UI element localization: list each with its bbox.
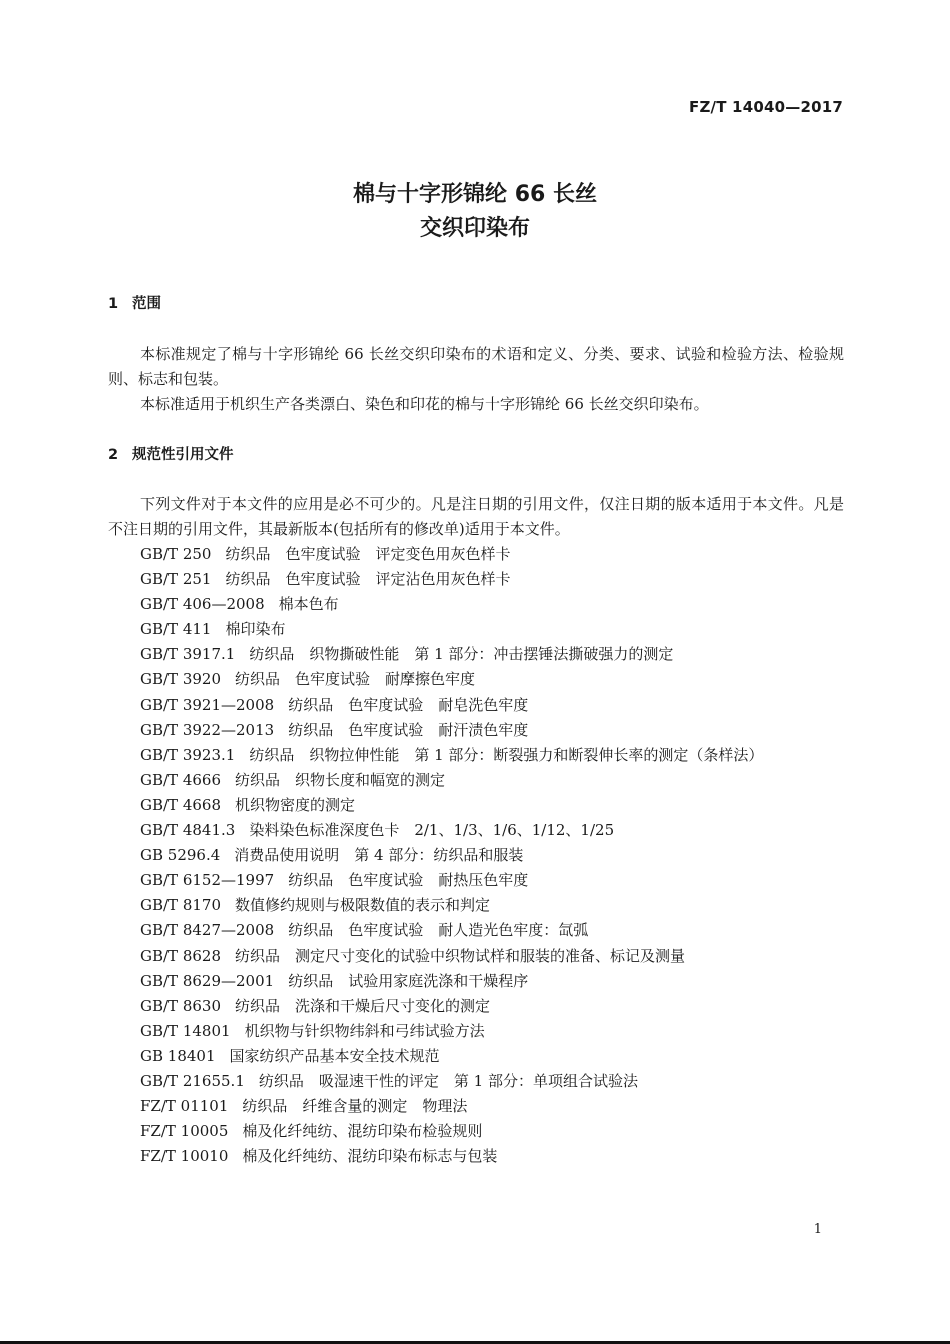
reference-code: FZ/T 01101	[140, 1097, 229, 1116]
reference-item	[140, 994, 763, 1019]
section-heading-normative-references	[108, 445, 234, 465]
page-number: 1	[813, 1222, 822, 1237]
reference-code: GB/T 8628	[140, 946, 222, 965]
section-title: 规范性引用文件	[132, 447, 234, 463]
reference-item	[140, 944, 763, 969]
reference-title: 棉及化纤纯纺、混纺印染布检验规则	[242, 1122, 483, 1141]
section-number: 1	[108, 296, 119, 312]
reference-item	[140, 743, 763, 768]
document-title-line-1: 棉与十字形锦纶 66 长丝	[353, 182, 597, 207]
reference-code: GB/T 4666	[140, 770, 222, 789]
reference-item	[140, 1094, 763, 1119]
reference-title: 纺织品 测定尺寸变化的试验中织物试样和服装的准备、标记及测量	[235, 946, 686, 965]
reference-code: GB/T 406—2008	[140, 595, 265, 614]
reference-item	[140, 592, 763, 617]
reference-title: 棉及化纤纯纺、混纺印染布标志与包装	[242, 1147, 498, 1166]
reference-title: 纺织品 织物撕破性能 第 1 部分：冲击摆锤法撕破强力的测定	[249, 645, 674, 664]
references-intro-paragraph: 下列文件对于本文件的应用是必不可少的。凡是注日期的引用文件，仅注日期的版本适用于本文件。凡是不注日期的引用文件，其最新版本(包括所有的修改单)适用于本文件。	[108, 495, 844, 538]
reference-code: GB/T 8629—2001	[140, 971, 275, 990]
reference-title: 纺织品 色牢度试验 耐摩擦色牢度	[235, 670, 476, 689]
reference-title: 纺织品 织物长度和幅宽的测定	[235, 770, 446, 789]
reference-code: GB/T 6152—1997	[140, 871, 275, 890]
reference-code: GB/T 4841.3	[140, 821, 236, 840]
reference-title: 棉印染布	[225, 620, 286, 639]
reference-code: GB/T 14801	[140, 1021, 231, 1040]
reference-title: 纺织品 试验用家庭洗涤和干燥程序	[288, 971, 529, 990]
reference-item	[140, 718, 763, 743]
reference-title: 国家纺织产品基本安全技术规范	[229, 1046, 440, 1065]
reference-title: 机织物与针织物纬斜和弓纬试验方法	[244, 1021, 485, 1040]
reference-code: FZ/T 10010	[140, 1147, 229, 1166]
reference-title: 染料染色标准深度色卡 2/1、1/3、1/6、1/12、1/25	[249, 821, 615, 840]
reference-item	[140, 969, 763, 994]
reference-title: 纺织品 色牢度试验 耐人造光色牢度：氙弧	[288, 921, 589, 940]
reference-item	[140, 617, 763, 642]
reference-title: 纺织品 洗涤和干燥后尺寸变化的测定	[235, 996, 491, 1015]
reference-title: 纺织品 纤维含量的测定 物理法	[242, 1097, 468, 1116]
reference-title: 纺织品 吸湿速干性的评定 第 1 部分：单项组合试验法	[258, 1071, 638, 1090]
reference-title: 机织物密度的测定	[235, 795, 356, 814]
reference-title: 纺织品 色牢度试验 耐热压色牢度	[288, 871, 529, 890]
reference-item	[140, 567, 763, 592]
reference-item	[140, 1119, 763, 1144]
reference-code: GB/T 250	[140, 545, 212, 563]
reference-item	[140, 693, 763, 718]
reference-title: 纺织品 织物拉伸性能 第 1 部分：断裂强力和断裂伸长率的测定（条样法）	[249, 745, 764, 764]
reference-code: GB 5296.4	[140, 846, 221, 865]
section-heading-scope	[108, 294, 161, 314]
reference-code: GB/T 3917.1	[140, 645, 236, 664]
reference-title: 消费品使用说明 第 4 部分：纺织品和服装	[234, 846, 524, 865]
reference-code: GB/T 8170	[140, 896, 222, 915]
reference-item	[140, 843, 763, 868]
scope-paragraph-2: 本标准适用于机织生产各类漂白、染色和印花的棉与十字形锦纶 66 长丝交织印染布。	[140, 395, 709, 413]
standard-code: FZ/T 14040—2017	[689, 98, 843, 116]
reference-title: 纺织品 色牢度试验 耐皂洗色牢度	[288, 695, 529, 714]
reference-title: 棉本色布	[278, 595, 339, 614]
reference-code: GB/T 3922—2013	[140, 720, 275, 739]
reference-item	[140, 868, 763, 893]
reference-item	[140, 542, 763, 567]
reference-code: GB/T 251	[140, 570, 212, 589]
reference-code: GB/T 3923.1	[140, 745, 236, 764]
reference-item	[140, 818, 763, 843]
reference-item	[140, 918, 763, 943]
section-number: 2	[108, 447, 119, 463]
reference-item	[140, 667, 763, 692]
reference-title: 纺织品 色牢度试验 评定沾色用灰色样卡	[225, 570, 511, 589]
reference-list	[140, 542, 763, 1169]
section-title: 范围	[132, 296, 161, 312]
reference-item	[140, 1019, 763, 1044]
scope-paragraph-1: 本标准规定了棉与十字形锦纶 66 长丝交织印染布的术语和定义、分类、要求、试验和检验方法、检验规则、标志和包装。	[108, 345, 844, 388]
reference-code: GB/T 3920	[140, 670, 222, 689]
reference-item	[140, 768, 763, 793]
reference-code: GB/T 4668	[140, 795, 222, 814]
reference-item	[140, 1144, 763, 1169]
reference-code: GB/T 8630	[140, 996, 222, 1015]
reference-code: FZ/T 10005	[140, 1122, 229, 1141]
reference-title: 纺织品 色牢度试验 耐汗渍色牢度	[288, 720, 529, 739]
reference-code: GB 18401	[140, 1046, 216, 1065]
reference-item	[140, 1069, 763, 1094]
reference-item	[140, 893, 763, 918]
reference-title: 纺织品 色牢度试验 评定变色用灰色样卡	[225, 545, 511, 563]
reference-title: 数值修约规则与极限数值的表示和判定	[235, 896, 491, 915]
reference-code: GB/T 411	[140, 620, 212, 639]
reference-item	[140, 1044, 763, 1069]
document-title-line-2: 交织印染布	[419, 216, 530, 241]
reference-code: GB/T 3921—2008	[140, 695, 275, 714]
reference-code: GB/T 8427—2008	[140, 921, 275, 940]
reference-item	[140, 642, 763, 667]
reference-item	[140, 793, 763, 818]
reference-code: GB/T 21655.1	[140, 1071, 245, 1090]
